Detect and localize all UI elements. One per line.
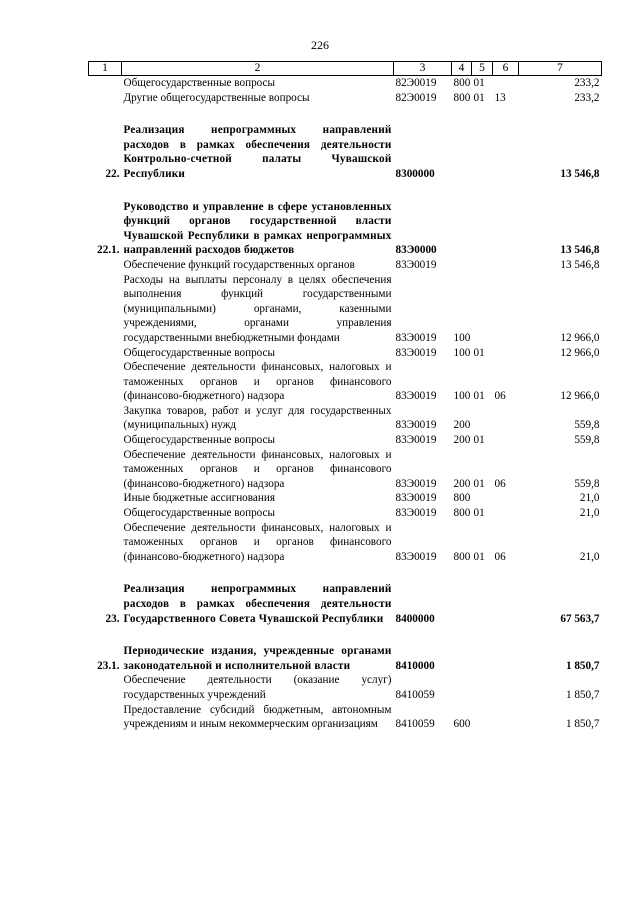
column-header: 2 [122,62,394,76]
section-number [89,673,122,702]
section-number [89,491,122,506]
subsection-code [493,673,519,702]
target-code: 83Э0019 [395,419,437,432]
expense-type [452,258,472,273]
section-code: 01 [473,434,485,447]
target-code: 83Э0019 [395,434,437,447]
spacer-row [89,182,602,200]
table-row [89,91,602,106]
subsection-code [493,200,519,258]
target-code: 8400000 [395,612,435,625]
subsection-code [493,491,519,506]
section-row [89,644,602,673]
amount: 21,0 [579,492,600,505]
item-name: Обеспечение деятельности финансовых, налоговых и таможенных органов и органов финансового (финансово-бюджетного) надзора [123,361,392,403]
amount: 12 966,0 [560,346,600,359]
target-code: 8410000 [395,659,435,672]
column-header: 4 [452,62,472,76]
amount: 233,2 [574,77,600,89]
section-code [472,200,493,258]
expense-type [452,123,472,181]
amount: 1 850,7 [565,718,600,731]
target-code: 8410059 [395,718,435,731]
expense-type [452,582,472,626]
expense-type: 800 [453,77,471,89]
column-header: 5 [472,62,493,76]
target-code: 83Э0019 [395,331,437,344]
item-name: Общегосударственные вопросы [123,507,276,520]
subsection-code: 06 [494,390,506,403]
item-name: Обеспечение деятельности финансовых, налоговых и таможенных органов и органов финансового (финансово-бюджетного) надзора [123,448,392,490]
section-number [89,521,122,565]
table-row [89,448,602,492]
item-name: Обеспечение деятельности (оказание услуг) государственных учреждений [123,674,392,701]
expense-type: 100 [453,331,471,344]
subsection-code [493,273,519,346]
spacer-cell [89,182,602,200]
table-row [89,433,602,448]
subsection-code [493,76,519,91]
expense-type: 200 [453,477,471,490]
target-code: 83Э0019 [395,507,437,520]
section-code [472,644,493,673]
item-name: Периодические издания, учрежденные органами законодательной и исполнительной власти [123,645,392,672]
expense-type: 100 [453,346,471,359]
target-code: 83Э0019 [395,390,437,403]
section-number [89,91,122,106]
amount: 13 546,8 [560,244,600,257]
target-code: 8300000 [395,167,435,180]
item-name: Другие общегосударственные вопросы [123,91,310,104]
target-code: 83Э0000 [395,244,437,257]
section-row [89,582,602,626]
expense-type [452,673,472,702]
amount: 559,8 [574,419,600,432]
target-code: 8410059 [395,688,435,701]
amount: 13 546,8 [560,167,600,180]
item-name: Закупка товаров, работ и услуг для государственных (муниципальных) нужд [123,404,392,432]
section-code [472,258,493,273]
section-code: 01 [473,390,485,403]
page-number: 226 [311,38,329,52]
section-row [89,200,602,258]
spacer-cell [89,626,602,644]
section-number [89,448,122,492]
item-name: Иные бюджетные ассигнования [123,492,275,505]
section-code [472,673,493,702]
expense-type [452,200,472,258]
section-code: 01 [473,477,485,490]
amount: 21,0 [579,550,600,563]
spacer-row [89,626,602,644]
table-row [89,76,602,91]
table-row [89,346,602,361]
subsection-code [493,346,519,361]
spacer-cell [89,564,602,582]
column-header: 7 [519,62,602,76]
subsection-code [493,506,519,521]
subsection-code [493,123,519,181]
expense-type: 800 [453,492,471,505]
column-header: 1 [89,62,122,76]
item-name: Общегосударственные вопросы [123,77,276,89]
item-name: Реализация непрограммных направлений расходов в рамках обеспечения деятельности Государственного Совета Чувашской Республики [123,583,392,625]
expense-type: 800 [453,550,471,563]
table-row [89,273,602,346]
subsection-code [493,582,519,626]
section-code [472,404,493,433]
budget-table [88,61,602,732]
item-name: Предоставление субсидий бюджетным, автономным учреждениям и иным некоммерческим организациям [123,703,392,731]
expense-type: 200 [453,419,471,432]
amount: 233,2 [574,91,600,104]
section-number [89,404,122,433]
target-code: 83Э0019 [395,492,437,505]
table-row [89,258,602,273]
target-code: 83Э0019 [395,258,437,271]
amount: 1 850,7 [565,688,600,701]
subsection-code [493,258,519,273]
section-code: 01 [473,77,485,89]
item-name: Общегосударственные вопросы [123,346,276,359]
amount: 13 546,8 [560,258,600,271]
section-number: 23.1. [97,659,120,672]
subsection-code: 13 [494,91,506,104]
expense-type: 800 [453,91,471,104]
table-row [89,404,602,433]
section-number [89,506,122,521]
subsection-code: 06 [494,477,506,490]
column-header-row [89,62,602,76]
subsection-code [493,404,519,433]
section-number [89,258,122,273]
section-number [89,76,122,91]
section-code [472,123,493,181]
table-row [89,491,602,506]
section-number: 22. [105,167,120,180]
item-name: Обеспечение деятельности финансовых, налоговых и таможенных органов и органов финансового (финансово-бюджетного) надзора [123,521,392,563]
expense-type: 200 [453,434,471,447]
spacer-row [89,105,602,123]
section-code: 01 [473,507,485,520]
column-header: 3 [394,62,452,76]
target-code: 83Э0019 [395,550,437,563]
item-name: Расходы на выплаты персоналу в целях обеспечения выполнения функций государственными (муниципальными) органами, казенными учреждениями, органами управления государственными внебюджетными фондами [123,273,392,344]
section-number [89,360,122,404]
target-code: 82Э0019 [395,91,437,104]
amount: 1 850,7 [565,659,600,672]
section-code [472,703,493,732]
amount: 12 966,0 [560,331,600,344]
target-code: 82Э0019 [395,77,437,89]
table-row [89,360,602,404]
table-row [89,703,602,732]
section-row [89,123,602,181]
amount: 559,8 [574,434,600,447]
item-name: Реализация непрограммных направлений расходов в рамках обеспечения деятельности Контрольно-счетной палаты Чувашской Республики [123,124,392,180]
section-number [89,433,122,448]
table-row [89,521,602,565]
column-header: 6 [493,62,519,76]
expense-type [452,644,472,673]
amount: 559,8 [574,477,600,490]
subsection-code: 06 [494,550,506,563]
table-row [89,673,602,702]
target-code: 83Э0019 [395,477,437,490]
item-name: Руководство и управление в сфере установленных функций органов государственной власти Чувашской Республики в рамках непрограммных направлений расходов бюджетов [123,200,392,257]
section-number [89,346,122,361]
expense-type: 100 [453,390,471,403]
section-number: 22.1. [97,244,120,257]
amount: 67 563,7 [560,612,600,625]
item-name: Обеспечение функций государственных органов [123,258,355,271]
subsection-code [493,703,519,732]
section-code: 01 [473,550,485,563]
subsection-code [493,644,519,673]
section-code [472,491,493,506]
item-name: Общегосударственные вопросы [123,434,276,447]
expense-type: 800 [453,507,471,520]
section-number: 23. [105,612,120,625]
section-code: 01 [473,346,485,359]
target-code: 83Э0019 [395,346,437,359]
amount: 12 966,0 [560,390,600,403]
section-code [472,273,493,346]
table-row [89,506,602,521]
section-code [472,582,493,626]
section-code: 01 [473,91,485,104]
section-number [89,703,122,732]
amount: 21,0 [579,507,600,520]
spacer-row [89,564,602,582]
spacer-cell [89,105,602,123]
expense-type: 600 [453,718,471,731]
section-number [89,273,122,346]
subsection-code [493,433,519,448]
